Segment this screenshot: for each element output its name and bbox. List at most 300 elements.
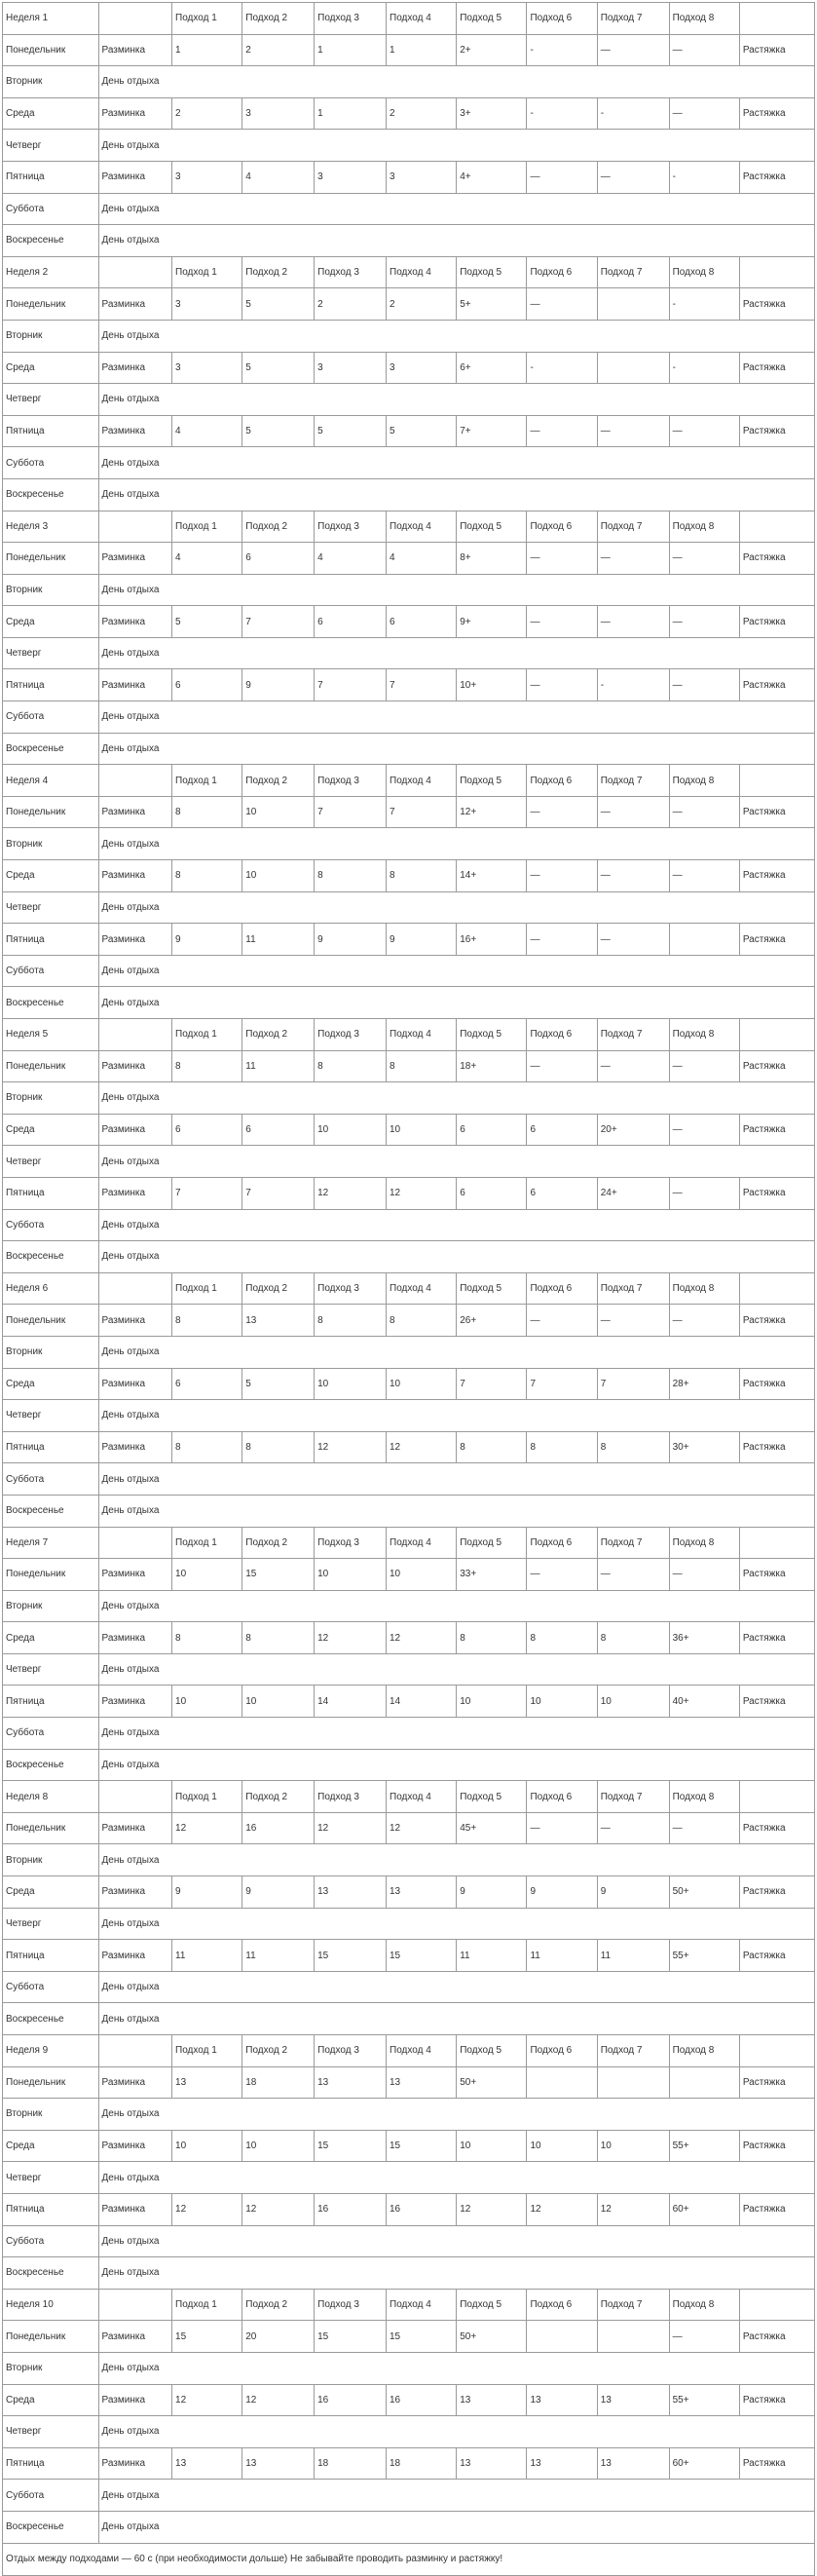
warmup-label: Разминка bbox=[98, 352, 172, 384]
day-row bbox=[3, 2384, 815, 2416]
set-value: 50+ bbox=[669, 1876, 739, 1909]
week-header-row bbox=[3, 256, 815, 288]
set-header: Подход 8 bbox=[669, 765, 739, 797]
day-label: Понедельник bbox=[3, 1812, 99, 1844]
day-row bbox=[3, 987, 815, 1019]
set-value: 5 bbox=[315, 415, 387, 447]
set-value: — bbox=[669, 97, 739, 130]
warmup-label: Разминка bbox=[98, 606, 172, 638]
set-value: 11 bbox=[242, 1940, 315, 1972]
set-value: — bbox=[597, 1812, 669, 1844]
day-label: Воскресенье bbox=[3, 478, 99, 511]
day-row bbox=[3, 828, 815, 860]
set-value: — bbox=[669, 606, 739, 638]
set-value: 4 bbox=[387, 543, 457, 575]
day-label: Четверг bbox=[3, 130, 99, 162]
warmup-label: Разминка bbox=[98, 1622, 172, 1654]
set-value: 10 bbox=[172, 1559, 242, 1591]
set-header: Подход 2 bbox=[242, 2289, 315, 2321]
set-value: - bbox=[597, 97, 669, 130]
set-value: 15 bbox=[172, 2321, 242, 2353]
week-header-row bbox=[3, 765, 815, 797]
set-value: 3 bbox=[172, 161, 242, 193]
stretch-label: Растяжка bbox=[739, 543, 814, 575]
rest-day-label: День отдыха bbox=[98, 2257, 815, 2290]
set-value: - bbox=[669, 161, 739, 193]
day-row bbox=[3, 891, 815, 924]
empty-cell bbox=[98, 2035, 172, 2067]
set-value: — bbox=[669, 669, 739, 701]
set-value: 13 bbox=[242, 2447, 315, 2480]
stretch-label: Растяжка bbox=[739, 1940, 814, 1972]
set-value: - bbox=[669, 288, 739, 321]
set-value: 1 bbox=[315, 97, 387, 130]
day-label: Вторник bbox=[3, 2352, 99, 2384]
day-row bbox=[3, 2066, 815, 2099]
set-header: Подход 2 bbox=[242, 256, 315, 288]
set-header: Подход 2 bbox=[242, 3, 315, 35]
set-value: — bbox=[669, 1177, 739, 1209]
rest-day-label: День отдыха bbox=[98, 1400, 815, 1432]
set-value: 9+ bbox=[457, 606, 527, 638]
day-label: Среда bbox=[3, 606, 99, 638]
day-label: Четверг bbox=[3, 1400, 99, 1432]
set-value: 13 bbox=[172, 2066, 242, 2099]
set-header: Подход 4 bbox=[387, 3, 457, 35]
set-value: 6+ bbox=[457, 352, 527, 384]
set-value: 10 bbox=[387, 1114, 457, 1146]
set-value: 7 bbox=[172, 1177, 242, 1209]
empty-cell bbox=[98, 1527, 172, 1559]
day-label: Понедельник bbox=[3, 288, 99, 321]
set-header: Подход 6 bbox=[527, 1527, 597, 1559]
set-value: 8 bbox=[387, 860, 457, 892]
warmup-label: Разминка bbox=[98, 1940, 172, 1972]
set-value: 12 bbox=[172, 1812, 242, 1844]
day-label: Среда bbox=[3, 2130, 99, 2162]
set-header: Подход 5 bbox=[457, 511, 527, 543]
set-header: Подход 3 bbox=[315, 1272, 387, 1305]
set-header: Подход 1 bbox=[172, 2035, 242, 2067]
set-value: 13 bbox=[387, 2066, 457, 2099]
day-row bbox=[3, 1305, 815, 1337]
empty-cell bbox=[739, 1527, 814, 1559]
set-value: 5 bbox=[242, 288, 315, 321]
day-row bbox=[3, 447, 815, 479]
day-label: Воскресенье bbox=[3, 2003, 99, 2035]
warmup-label: Разминка bbox=[98, 1368, 172, 1400]
day-row bbox=[3, 2352, 815, 2384]
day-row bbox=[3, 2130, 815, 2162]
set-value: 11 bbox=[242, 1050, 315, 1082]
set-value: 1 bbox=[387, 34, 457, 66]
set-value: 10 bbox=[242, 2130, 315, 2162]
set-value: 10+ bbox=[457, 669, 527, 701]
day-row bbox=[3, 733, 815, 765]
set-value: — bbox=[527, 415, 597, 447]
set-value: 24+ bbox=[597, 1177, 669, 1209]
set-value: 13 bbox=[457, 2447, 527, 2480]
set-value: — bbox=[597, 415, 669, 447]
set-value: 13 bbox=[527, 2384, 597, 2416]
set-value: 10 bbox=[315, 1114, 387, 1146]
set-value: - bbox=[527, 97, 597, 130]
set-value: 2 bbox=[387, 97, 457, 130]
set-header: Подход 4 bbox=[387, 2289, 457, 2321]
stretch-label: Растяжка bbox=[739, 1812, 814, 1844]
set-value: 15 bbox=[242, 1559, 315, 1591]
set-header: Подход 4 bbox=[387, 1272, 457, 1305]
set-header: Подход 6 bbox=[527, 2035, 597, 2067]
day-row bbox=[3, 606, 815, 638]
day-row bbox=[3, 701, 815, 734]
set-header: Подход 4 bbox=[387, 1781, 457, 1813]
stretch-label: Растяжка bbox=[739, 1177, 814, 1209]
day-label: Пятница bbox=[3, 924, 99, 956]
set-value: 18+ bbox=[457, 1050, 527, 1082]
set-value: 7 bbox=[242, 1177, 315, 1209]
set-value: 13 bbox=[597, 2384, 669, 2416]
set-value: — bbox=[597, 1305, 669, 1337]
set-header: Подход 7 bbox=[597, 1272, 669, 1305]
day-label: Вторник bbox=[3, 574, 99, 606]
set-value: 6 bbox=[172, 1114, 242, 1146]
rest-day-label: День отдыха bbox=[98, 733, 815, 765]
set-value: 9 bbox=[597, 1876, 669, 1909]
warmup-label: Разминка bbox=[98, 924, 172, 956]
set-value: 10 bbox=[387, 1368, 457, 1400]
set-header: Подход 1 bbox=[172, 3, 242, 35]
set-value: 14+ bbox=[457, 860, 527, 892]
set-value: - bbox=[597, 669, 669, 701]
set-header: Подход 6 bbox=[527, 765, 597, 797]
warmup-label: Разминка bbox=[98, 1559, 172, 1591]
set-value: 13 bbox=[315, 1876, 387, 1909]
set-value: 55+ bbox=[669, 1940, 739, 1972]
stretch-label: Растяжка bbox=[739, 161, 814, 193]
footer-note: Отдых между подходами — 60 с (при необходимости дольше) Не забывайте проводить разминку и растяжку! bbox=[3, 2543, 815, 2575]
day-label: Суббота bbox=[3, 193, 99, 225]
set-value: — bbox=[669, 543, 739, 575]
day-row bbox=[3, 2003, 815, 2035]
rest-day-label: День отдыха bbox=[98, 2003, 815, 2035]
week-header-row bbox=[3, 3, 815, 35]
set-header: Подход 8 bbox=[669, 3, 739, 35]
set-value: 7 bbox=[242, 606, 315, 638]
set-header: Подход 3 bbox=[315, 765, 387, 797]
warmup-label: Разминка bbox=[98, 1114, 172, 1146]
set-value bbox=[669, 2066, 739, 2099]
set-value: 8 bbox=[315, 1305, 387, 1337]
set-value: 4 bbox=[242, 161, 315, 193]
day-label: Пятница bbox=[3, 2193, 99, 2225]
set-value: 5 bbox=[387, 415, 457, 447]
week-label: Неделя 1 bbox=[3, 3, 99, 35]
stretch-label: Растяжка bbox=[739, 606, 814, 638]
training-plan-table bbox=[2, 2, 815, 2576]
set-value: — bbox=[669, 1305, 739, 1337]
warmup-label: Разминка bbox=[98, 796, 172, 828]
day-row bbox=[3, 1114, 815, 1146]
rest-day-label: День отдыха bbox=[98, 1146, 815, 1178]
day-label: Понедельник bbox=[3, 2321, 99, 2353]
set-value: — bbox=[527, 796, 597, 828]
rest-day-label: День отдыха bbox=[98, 1844, 815, 1876]
empty-cell bbox=[739, 2289, 814, 2321]
set-header: Подход 7 bbox=[597, 1019, 669, 1051]
stretch-label: Растяжка bbox=[739, 1114, 814, 1146]
set-value: 16+ bbox=[457, 924, 527, 956]
set-header: Подход 7 bbox=[597, 256, 669, 288]
set-value: — bbox=[669, 415, 739, 447]
day-row bbox=[3, 1749, 815, 1781]
day-row bbox=[3, 2480, 815, 2512]
stretch-label: Растяжка bbox=[739, 97, 814, 130]
set-value: 3 bbox=[387, 352, 457, 384]
day-label: Воскресенье bbox=[3, 733, 99, 765]
set-value: 10 bbox=[172, 1686, 242, 1718]
set-header: Подход 8 bbox=[669, 1019, 739, 1051]
day-row bbox=[3, 1400, 815, 1432]
warmup-label: Разминка bbox=[98, 1050, 172, 1082]
set-value: 60+ bbox=[669, 2447, 739, 2480]
day-label: Понедельник bbox=[3, 1559, 99, 1591]
day-row bbox=[3, 1431, 815, 1463]
set-value: 20+ bbox=[597, 1114, 669, 1146]
warmup-label: Разминка bbox=[98, 161, 172, 193]
day-label: Вторник bbox=[3, 1336, 99, 1368]
set-value: — bbox=[527, 1559, 597, 1591]
set-value: 14 bbox=[387, 1686, 457, 1718]
warmup-label: Разминка bbox=[98, 1686, 172, 1718]
set-value: 3+ bbox=[457, 97, 527, 130]
set-header: Подход 6 bbox=[527, 3, 597, 35]
set-value: 9 bbox=[172, 924, 242, 956]
stretch-label: Растяжка bbox=[739, 415, 814, 447]
set-value: 5 bbox=[172, 606, 242, 638]
set-value: 9 bbox=[242, 669, 315, 701]
week-header-row bbox=[3, 1527, 815, 1559]
rest-day-label: День отдыха bbox=[98, 1718, 815, 1750]
stretch-label: Растяжка bbox=[739, 352, 814, 384]
set-value: 12 bbox=[242, 2193, 315, 2225]
set-value: — bbox=[527, 1305, 597, 1337]
set-value: 6 bbox=[315, 606, 387, 638]
stretch-label: Растяжка bbox=[739, 1305, 814, 1337]
set-value: 18 bbox=[242, 2066, 315, 2099]
day-label: Пятница bbox=[3, 669, 99, 701]
day-row bbox=[3, 1559, 815, 1591]
day-row bbox=[3, 161, 815, 193]
set-value: 11 bbox=[172, 1940, 242, 1972]
set-value: 11 bbox=[457, 1940, 527, 1972]
set-header: Подход 1 bbox=[172, 1272, 242, 1305]
day-label: Понедельник bbox=[3, 2066, 99, 2099]
set-value: 1 bbox=[315, 34, 387, 66]
set-value: 9 bbox=[457, 1876, 527, 1909]
set-header: Подход 2 bbox=[242, 1781, 315, 1813]
set-value: 15 bbox=[315, 2130, 387, 2162]
set-header: Подход 8 bbox=[669, 256, 739, 288]
day-label: Пятница bbox=[3, 1431, 99, 1463]
warmup-label: Разминка bbox=[98, 1431, 172, 1463]
set-value: — bbox=[597, 606, 669, 638]
set-header: Подход 2 bbox=[242, 2035, 315, 2067]
warmup-label: Разминка bbox=[98, 860, 172, 892]
day-label: Суббота bbox=[3, 1209, 99, 1241]
set-value: 13 bbox=[527, 2447, 597, 2480]
set-value: 9 bbox=[242, 1876, 315, 1909]
day-row bbox=[3, 288, 815, 321]
set-value: 10 bbox=[457, 1686, 527, 1718]
stretch-label: Растяжка bbox=[739, 2321, 814, 2353]
set-header: Подход 3 bbox=[315, 2289, 387, 2321]
rest-day-label: День отдыха bbox=[98, 447, 815, 479]
set-value: — bbox=[527, 606, 597, 638]
set-value: 3 bbox=[242, 97, 315, 130]
set-value: — bbox=[669, 1114, 739, 1146]
day-label: Среда bbox=[3, 97, 99, 130]
stretch-label: Растяжка bbox=[739, 2193, 814, 2225]
stretch-label: Растяжка bbox=[739, 669, 814, 701]
set-value: — bbox=[597, 543, 669, 575]
set-value: — bbox=[597, 796, 669, 828]
week-label: Неделя 5 bbox=[3, 1019, 99, 1051]
set-value: 12 bbox=[527, 2193, 597, 2225]
set-value: 12 bbox=[315, 1622, 387, 1654]
rest-day-label: День отдыха bbox=[98, 66, 815, 98]
day-row bbox=[3, 2511, 815, 2543]
day-row bbox=[3, 34, 815, 66]
empty-cell bbox=[98, 1019, 172, 1051]
stretch-label: Растяжка bbox=[739, 860, 814, 892]
set-value: 5+ bbox=[457, 288, 527, 321]
day-row bbox=[3, 193, 815, 225]
set-value: 10 bbox=[242, 1686, 315, 1718]
warmup-label: Разминка bbox=[98, 1177, 172, 1209]
set-value: — bbox=[597, 161, 669, 193]
set-header: Подход 3 bbox=[315, 511, 387, 543]
set-value: 11 bbox=[527, 1940, 597, 1972]
set-value: 10 bbox=[387, 1559, 457, 1591]
set-header: Подход 5 bbox=[457, 2289, 527, 2321]
set-header: Подход 4 bbox=[387, 511, 457, 543]
rest-day-label: День отдыха bbox=[98, 225, 815, 257]
set-header: Подход 5 bbox=[457, 256, 527, 288]
set-value: 6 bbox=[387, 606, 457, 638]
empty-cell bbox=[739, 765, 814, 797]
warmup-label: Разминка bbox=[98, 2193, 172, 2225]
set-value: 6 bbox=[242, 543, 315, 575]
set-header: Подход 2 bbox=[242, 1019, 315, 1051]
set-value: 13 bbox=[172, 2447, 242, 2480]
set-value: 12+ bbox=[457, 796, 527, 828]
set-value: 6 bbox=[172, 669, 242, 701]
set-value bbox=[527, 2066, 597, 2099]
set-value: 13 bbox=[597, 2447, 669, 2480]
day-label: Вторник bbox=[3, 2099, 99, 2131]
day-label: Воскресенье bbox=[3, 1749, 99, 1781]
day-label: Среда bbox=[3, 1622, 99, 1654]
day-label: Пятница bbox=[3, 1686, 99, 1718]
rest-day-label: День отдыха bbox=[98, 891, 815, 924]
day-row bbox=[3, 2447, 815, 2480]
rest-day-label: День отдыха bbox=[98, 478, 815, 511]
set-value: — bbox=[527, 669, 597, 701]
empty-cell bbox=[98, 765, 172, 797]
set-value: 8 bbox=[172, 860, 242, 892]
set-value: 7 bbox=[457, 1368, 527, 1400]
set-value bbox=[527, 2321, 597, 2353]
set-value: 8 bbox=[527, 1622, 597, 1654]
set-value: 12 bbox=[315, 1177, 387, 1209]
set-value: — bbox=[669, 2321, 739, 2353]
day-row bbox=[3, 1241, 815, 1273]
week-label: Неделя 3 bbox=[3, 511, 99, 543]
set-value: 18 bbox=[387, 2447, 457, 2480]
set-value: 5 bbox=[242, 1368, 315, 1400]
week-label: Неделя 4 bbox=[3, 765, 99, 797]
set-value: 4 bbox=[315, 543, 387, 575]
day-label: Понедельник bbox=[3, 1305, 99, 1337]
set-header: Подход 4 bbox=[387, 1019, 457, 1051]
rest-day-label: День отдыха bbox=[98, 2416, 815, 2448]
set-header: Подход 6 bbox=[527, 1019, 597, 1051]
day-label: Четверг bbox=[3, 891, 99, 924]
set-value: 14 bbox=[315, 1686, 387, 1718]
day-row bbox=[3, 1812, 815, 1844]
day-row bbox=[3, 1718, 815, 1750]
empty-cell bbox=[98, 3, 172, 35]
week-header-row bbox=[3, 1019, 815, 1051]
set-value: - bbox=[669, 352, 739, 384]
set-header: Подход 2 bbox=[242, 1272, 315, 1305]
set-value: 16 bbox=[387, 2193, 457, 2225]
week-label: Неделя 7 bbox=[3, 1527, 99, 1559]
set-header: Подход 7 bbox=[597, 2289, 669, 2321]
set-value: 12 bbox=[387, 1812, 457, 1844]
set-value: 12 bbox=[597, 2193, 669, 2225]
stretch-label: Растяжка bbox=[739, 2066, 814, 2099]
set-value bbox=[597, 2321, 669, 2353]
set-value: 7+ bbox=[457, 415, 527, 447]
set-header: Подход 3 bbox=[315, 1527, 387, 1559]
day-label: Четверг bbox=[3, 1908, 99, 1940]
set-value: 26+ bbox=[457, 1305, 527, 1337]
day-label: Воскресенье bbox=[3, 2511, 99, 2543]
stretch-label: Растяжка bbox=[739, 1050, 814, 1082]
set-value: 15 bbox=[387, 2321, 457, 2353]
set-value: 10 bbox=[527, 1686, 597, 1718]
warmup-label: Разминка bbox=[98, 2130, 172, 2162]
day-label: Среда bbox=[3, 352, 99, 384]
set-value: 7 bbox=[315, 796, 387, 828]
set-value: 12 bbox=[387, 1622, 457, 1654]
set-value: 7 bbox=[387, 669, 457, 701]
day-label: Вторник bbox=[3, 320, 99, 352]
set-value: 5 bbox=[242, 415, 315, 447]
day-label: Суббота bbox=[3, 1971, 99, 2003]
set-header: Подход 1 bbox=[172, 1527, 242, 1559]
set-header: Подход 4 bbox=[387, 765, 457, 797]
day-label: Понедельник bbox=[3, 1050, 99, 1082]
set-value: 8 bbox=[457, 1431, 527, 1463]
set-value: 12 bbox=[457, 2193, 527, 2225]
set-value: 12 bbox=[172, 2193, 242, 2225]
week-header-row bbox=[3, 1272, 815, 1305]
set-value bbox=[597, 2066, 669, 2099]
day-row bbox=[3, 2321, 815, 2353]
